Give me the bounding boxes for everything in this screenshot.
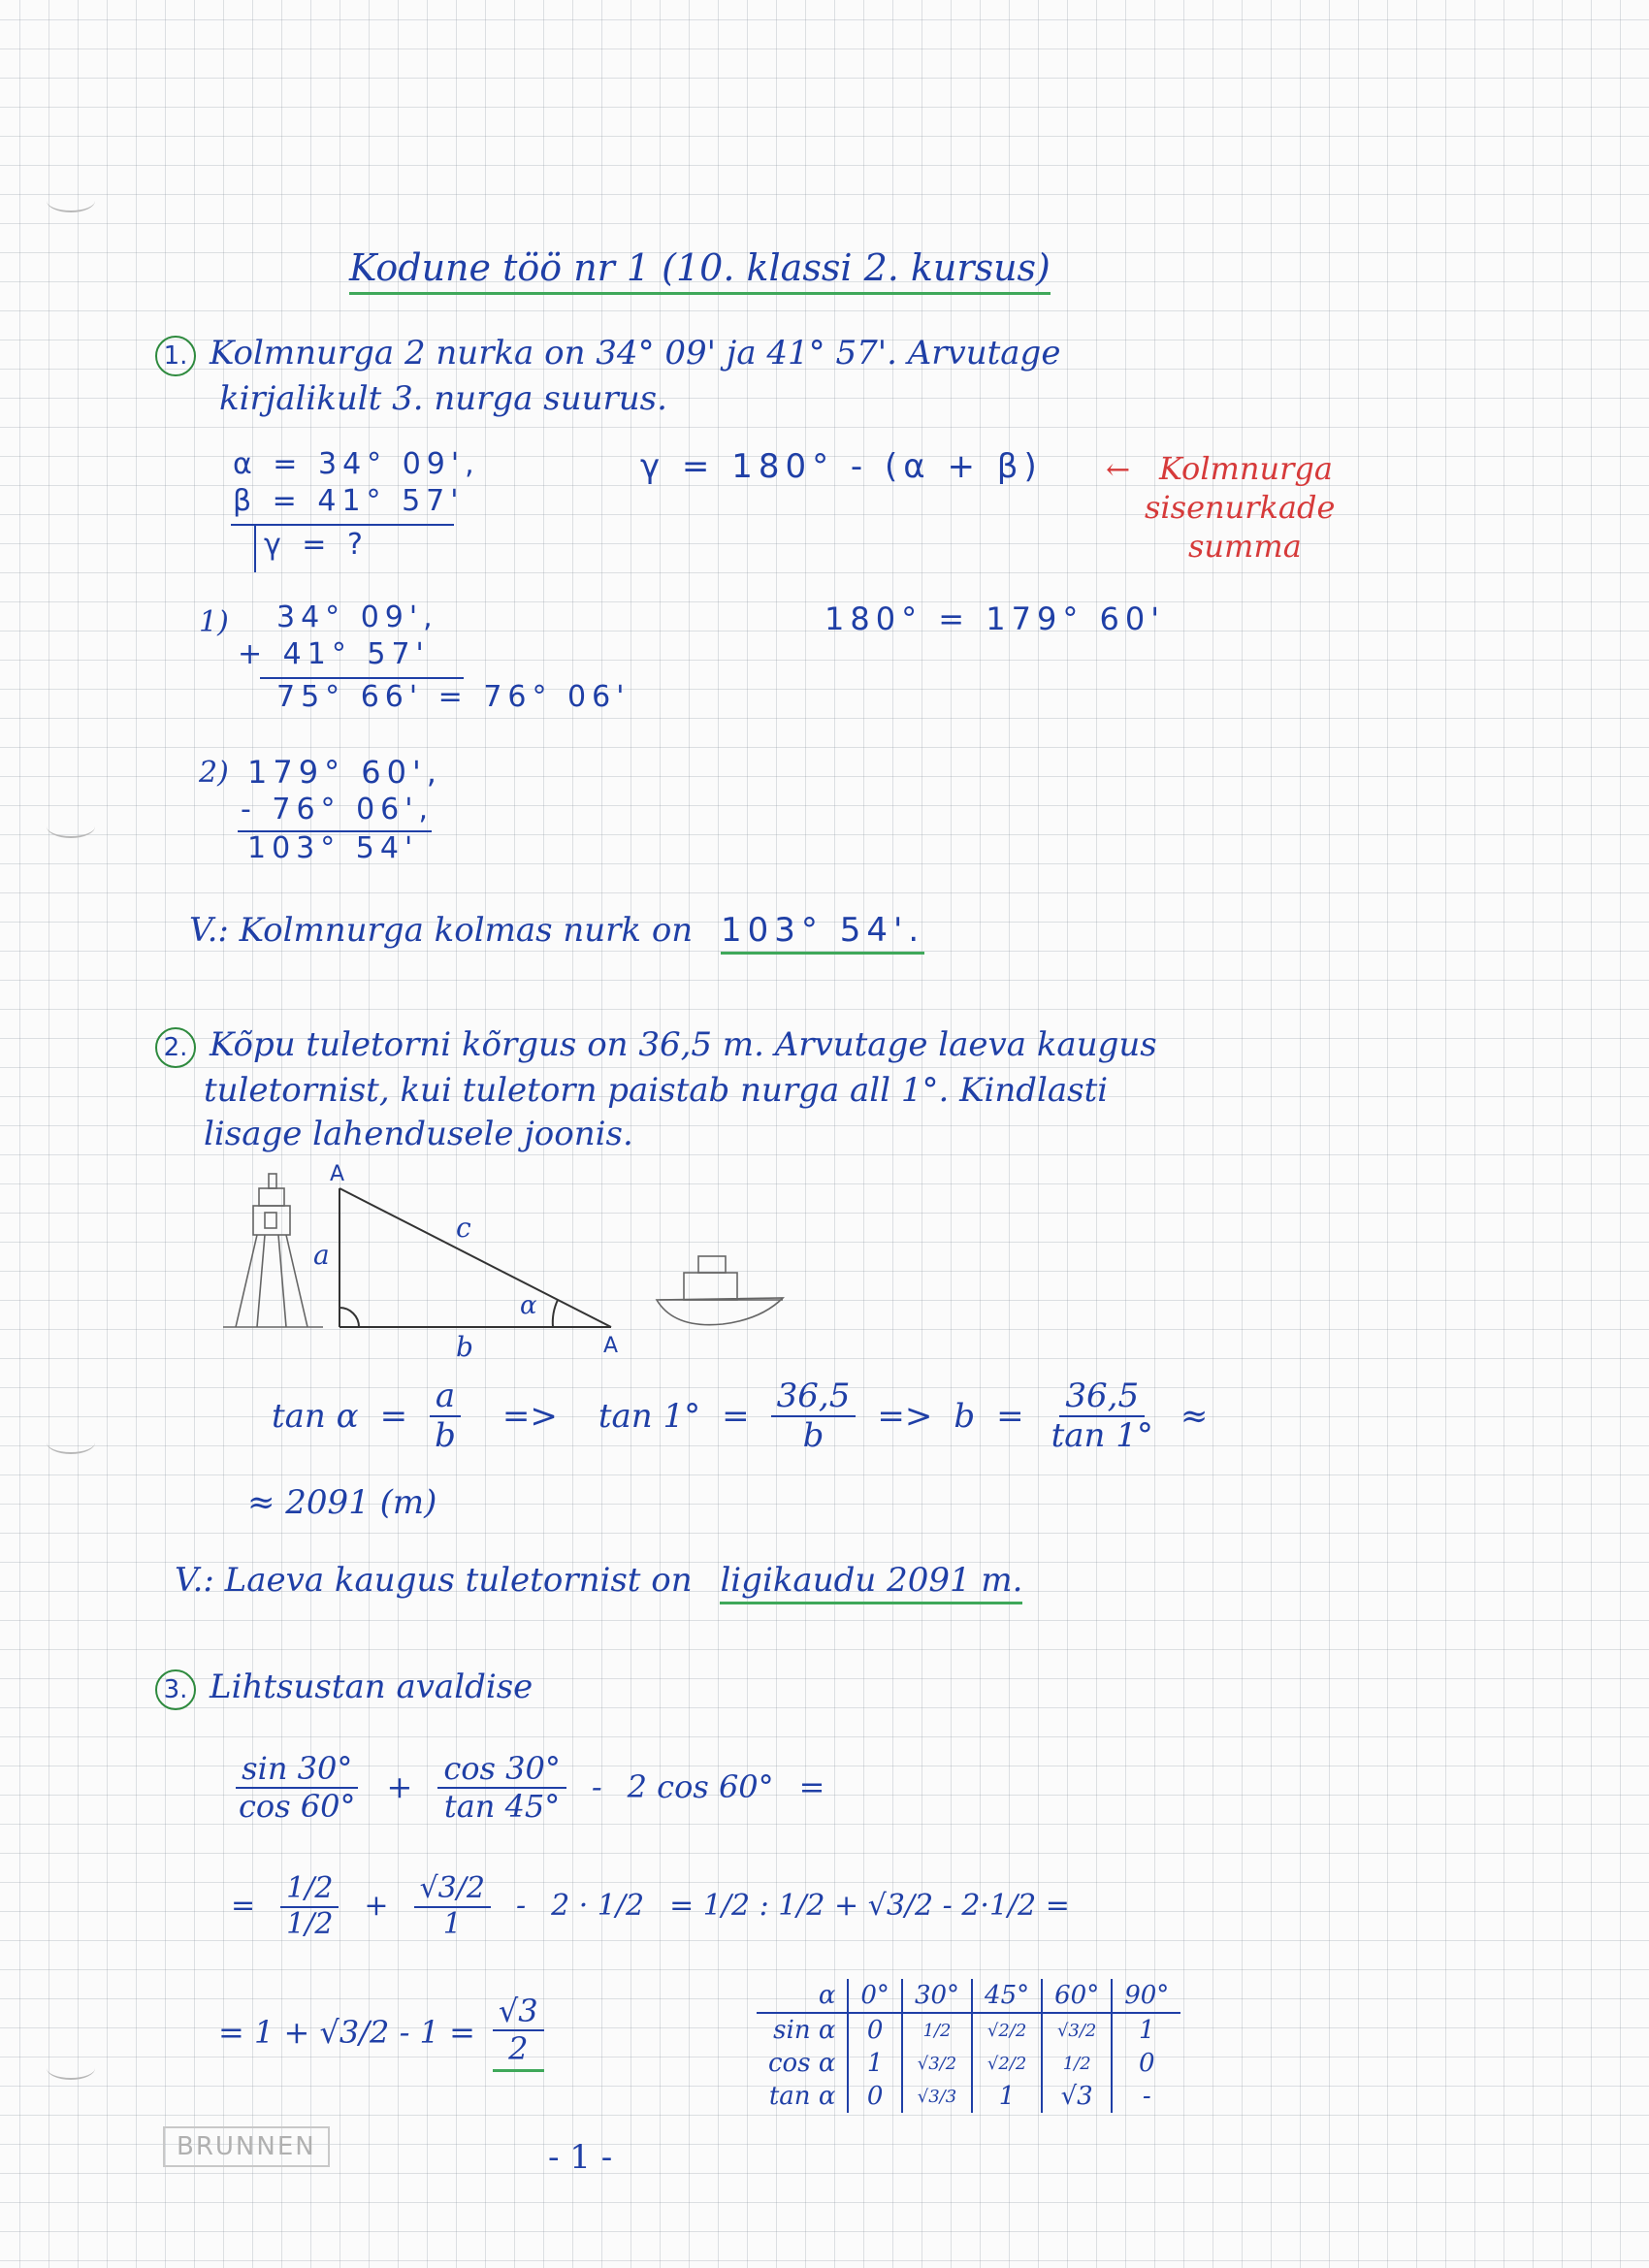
given-gamma: γ = ? <box>264 528 369 562</box>
trig-header-cell: α <box>757 1979 848 2013</box>
trig-row-tan <box>757 2080 1180 2113</box>
implies-1: => <box>501 1396 558 1436</box>
final-row <box>218 1993 544 2072</box>
trig-table-container <box>757 1979 1180 2113</box>
eq1-left: tan α <box>272 1396 359 1436</box>
trig-cell: cos α <box>768 2049 836 2078</box>
eq3-equals: = <box>996 1396 1024 1436</box>
trig-cell: 1/2 <box>902 2013 972 2047</box>
gamma-formula: γ = 180° - (α + β) <box>640 447 1043 486</box>
label-c: c <box>456 1212 471 1244</box>
step2-label: 2) <box>199 756 229 790</box>
note-line-3: summa <box>1188 528 1302 565</box>
right-triangle <box>340 1188 611 1327</box>
task3-line1 <box>155 1669 533 1710</box>
expr-minus: - <box>591 1768 602 1806</box>
trig-cell: √3/2 <box>902 2047 972 2080</box>
expr-tail: 2 cos 60° <box>627 1768 774 1806</box>
simplify-frac-1 <box>280 1872 339 1941</box>
eq1-den: b <box>435 1416 456 1456</box>
simplify-b-den: 1 <box>442 1906 462 1941</box>
task2-text-1: Kõpu tuletorni kõrgus on 36,5 m. Arvutage laeva kaugus <box>210 1025 1157 1064</box>
task1-number: 1. <box>155 336 196 376</box>
step2-row1: 179° 60', <box>247 754 442 791</box>
eq2-num: 36,5 <box>771 1377 857 1417</box>
simplify-b-num: √3/2 <box>414 1872 491 1908</box>
step2-row2: - 76° 06', <box>241 793 435 826</box>
simplify-plus: + <box>364 1889 389 1924</box>
label-a: a <box>313 1239 330 1271</box>
step1-label: 1) <box>199 605 229 639</box>
brunnen-logo: BRUNNEN <box>163 2126 330 2167</box>
trig-cell: 0 <box>848 2080 902 2113</box>
trig-row-sin <box>757 2013 1180 2047</box>
task2-answer <box>175 1562 1022 1600</box>
task2-line1 <box>155 1026 1157 1068</box>
trig-header-cell: 60° <box>1042 1979 1112 2013</box>
step1-row2: + 41° 57' <box>238 637 430 671</box>
trig-header-cell: 90° <box>1112 1979 1180 2013</box>
step2-result: 103° 54' <box>247 831 419 865</box>
simplify-a-num: 1/2 <box>280 1872 339 1908</box>
simplify-c: 2 · 1/2 <box>551 1889 645 1924</box>
trig-cell: 1/2 <box>1042 2047 1112 2080</box>
trig-cell: 1 <box>1112 2013 1180 2047</box>
expr-equals: = <box>798 1768 825 1806</box>
task1-answer-prefix: V.: Kolmnurga kolmas nurk on <box>189 911 694 950</box>
eq2-equals: = <box>722 1396 750 1436</box>
final-line: = 1 + √3/2 - 1 = <box>218 2013 475 2051</box>
task2-text-3: lisage lahendusele joonis. <box>204 1115 633 1153</box>
trig-cell: √2/2 <box>972 2047 1042 2080</box>
label-alpha: α <box>520 1291 537 1320</box>
simplify-d: = 1/2 : 1/2 + √3/2 - 2·1/2 = <box>669 1889 1070 1924</box>
given-beta: β = 41° 57' <box>233 484 465 518</box>
simplify-eq: = <box>231 1889 256 1924</box>
final-den: 2 <box>508 2029 529 2067</box>
simplify-minus: - <box>515 1889 527 1924</box>
eq1-num: a <box>430 1377 461 1417</box>
task1-line1 <box>155 335 1060 376</box>
eq1-fraction <box>429 1377 462 1455</box>
trig-cell: sin α <box>773 2016 836 2045</box>
lighthouse-sketch <box>223 1174 323 1327</box>
task2-answer-prefix: V.: Laeva kaugus tuletornist on <box>175 1561 693 1600</box>
trig-cell: 0 <box>1112 2047 1180 2080</box>
label-A-top: A <box>330 1162 345 1186</box>
task1-answer-value: 103° 54'. <box>721 911 924 955</box>
degree-conversion: 180° = 179° 60' <box>824 600 1165 637</box>
label-A-right: A <box>603 1334 619 1358</box>
note-line-1: Kolmnurga <box>1159 450 1333 487</box>
expr-f2-den: tan 45° <box>443 1787 561 1825</box>
ship-sketch <box>657 1256 783 1325</box>
final-num: √3 <box>493 1993 544 2031</box>
trig-header-cell: 30° <box>902 1979 972 2013</box>
eq1-equals: = <box>379 1396 408 1436</box>
trig-cell: √3/2 <box>1042 2013 1112 2047</box>
step1-result: 75° 66' = 76° 06' <box>276 680 630 714</box>
equation-row <box>272 1377 1208 1455</box>
note-line-2: sisenurkade <box>1145 489 1336 526</box>
page-title: Kodune töö nr 1 (10. klassi 2. kursus) <box>349 247 1051 295</box>
trig-table <box>757 1979 1180 2113</box>
expr-f1-num: sin 30° <box>236 1751 358 1789</box>
task1-answer <box>189 912 924 950</box>
eq3-fraction <box>1046 1377 1159 1455</box>
given-alpha: α = 34° 09', <box>233 447 480 481</box>
trig-header-cell: 45° <box>972 1979 1042 2013</box>
expression-row <box>233 1751 824 1825</box>
expr-f2-num: cos 30° <box>437 1751 566 1789</box>
trig-cell: - <box>1112 2080 1180 2113</box>
trig-cell: √3 <box>1042 2080 1112 2113</box>
task1-text-2: kirjalikult 3. nurga suurus. <box>219 379 667 418</box>
trig-cell: √2/2 <box>972 2013 1042 2047</box>
trig-cell: 1 <box>848 2047 902 2080</box>
trig-header-row <box>757 1979 1180 2013</box>
expr-frac-2 <box>437 1751 566 1825</box>
trig-header-cell: 0° <box>848 1979 902 2013</box>
approx-sign: ≈ <box>1180 1396 1209 1436</box>
simplify-row <box>231 1872 1070 1941</box>
simplify-a-den: 1/2 <box>286 1906 334 1941</box>
simplify-frac-2 <box>414 1872 491 1941</box>
given-underline <box>231 524 454 526</box>
note-arrow: ← <box>1106 453 1131 487</box>
punch-hole <box>47 2057 95 2080</box>
expr-f1-den: cos 60° <box>239 1787 356 1825</box>
expr-frac-1 <box>233 1751 362 1825</box>
page-number: - 1 - <box>548 2138 613 2177</box>
eq3-den: tan 1° <box>1051 1416 1153 1456</box>
eq3-left: b <box>954 1396 976 1436</box>
task2-result: ≈ 2091 (m) <box>247 1483 437 1522</box>
punch-hole <box>47 815 95 838</box>
eq2-den: b <box>802 1416 824 1456</box>
task3-text: Lihtsustan avaldise <box>210 1668 534 1706</box>
eq3-num: 36,5 <box>1059 1377 1145 1417</box>
punch-hole <box>47 189 95 212</box>
trig-row-cos <box>757 2047 1180 2080</box>
trig-cell: tan α <box>768 2082 836 2111</box>
expr-plus: + <box>386 1768 413 1806</box>
task3-number: 3. <box>155 1669 196 1710</box>
punch-hole <box>47 1431 95 1454</box>
task1-text-1: Kolmnurga 2 nurka on 34° 09' ja 41° 57'. Arvutage <box>210 334 1061 373</box>
eq2-fraction <box>771 1377 857 1455</box>
step1-row1: 34° 09', <box>276 600 438 634</box>
label-b: b <box>456 1331 473 1363</box>
task2-number: 2. <box>155 1027 196 1068</box>
eq2-left: tan 1° <box>598 1396 701 1436</box>
lighthouse-diagram <box>218 1164 820 1358</box>
trig-cell: √3/3 <box>902 2080 972 2113</box>
step1-line <box>260 677 464 679</box>
final-fraction <box>493 1993 544 2072</box>
implies-2: => <box>877 1396 933 1436</box>
trig-cell: 1 <box>972 2080 1042 2113</box>
task2-answer-value: ligikaudu 2091 m. <box>720 1561 1022 1604</box>
trig-cell: 0 <box>848 2013 902 2047</box>
task2-text-2: tuletornist, kui tuletorn paistab nurga all 1°. Kindlasti <box>204 1071 1109 1110</box>
given-bracket <box>254 524 256 572</box>
